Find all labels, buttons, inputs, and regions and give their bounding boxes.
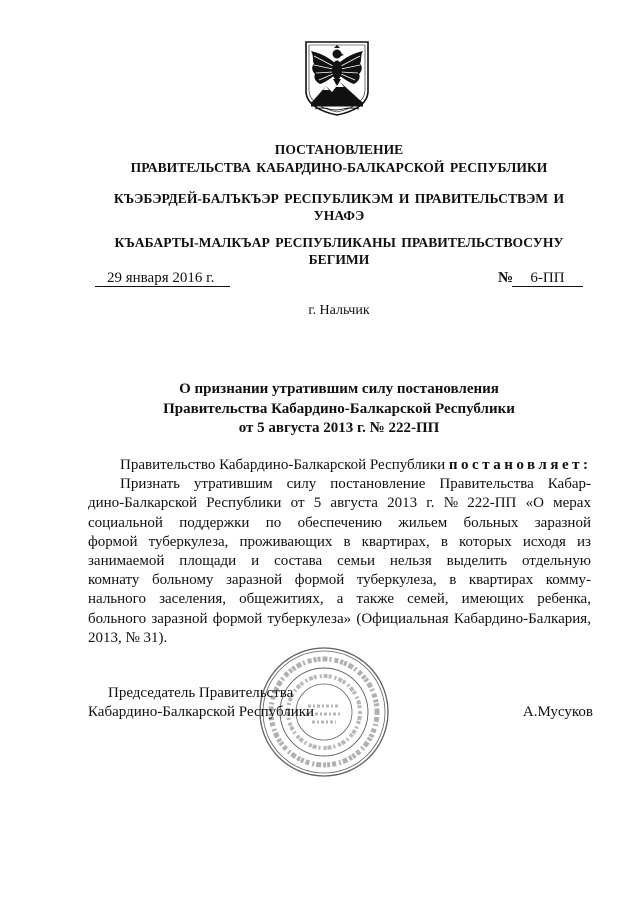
header-balkar-line-2: БЕГИМИ [308, 251, 370, 267]
body-word: в [449, 572, 457, 589]
body-word: туберкулеза, [148, 533, 229, 550]
body-word: формой [212, 610, 263, 627]
body-word: нального [88, 591, 146, 608]
body-word: заразной [151, 610, 208, 627]
body-word: также [356, 591, 394, 608]
header-kabardian [39, 190, 639, 224]
body-word: семей, [407, 591, 449, 608]
body-word: туберкулеза» [267, 610, 352, 627]
body-word: 2013 [387, 495, 418, 512]
body-line [88, 475, 591, 494]
body-word: и [251, 552, 260, 569]
coat-of-arms-icon [302, 39, 372, 117]
body-word: имеющих [461, 591, 525, 608]
body-word: Признать [120, 476, 180, 493]
body-line-last: 2013, № 31). [88, 629, 168, 646]
body-word: формой [294, 572, 345, 589]
body-word: 5 [313, 495, 322, 512]
header-russian [39, 141, 639, 177]
header-kabardian-line-1: КЪЭБЭРДЕЙ-БАЛЪКЪЭР РЕСПУБЛИКЭМ И ПРАВИТЕЛЬСТВЭМ И [113, 191, 565, 206]
title-line-1: О признании утратившим силу постановления [179, 381, 499, 397]
header-issuer: ПРАВИТЕЛЬСТВА КАБАРДИНО-БАЛКАРСКОЙ РЕСПУБЛИКИ [130, 160, 548, 175]
body-word: в [440, 533, 448, 550]
decree-verb: постановляет: [448, 457, 592, 473]
body-word: больных [463, 514, 519, 531]
body-word: дино-Балкарской [88, 495, 197, 512]
signatory-name: А.Мусуков [522, 704, 593, 720]
body-word: выделить [446, 552, 508, 569]
body-word: формой [88, 533, 138, 550]
body-line [88, 590, 591, 609]
header-kabardian-line-2: УНАФЭ [313, 208, 365, 223]
body-line [88, 610, 591, 629]
body-word: поддержки [179, 514, 250, 531]
header-balkar-line-1: КЪАБАРТЫ-МАЛКЪАР РЕСПУБЛИКАНЫ ПРАВИТЕЛЬСТВОСУНУ [114, 235, 564, 250]
body-word: жильем [398, 514, 448, 531]
body-word: августа [330, 495, 378, 512]
preamble-line [88, 456, 591, 475]
header-balkar [39, 235, 639, 268]
body-word: в [343, 533, 351, 550]
body-word: ребенка, [537, 591, 591, 608]
body-word: общежитиях, [239, 591, 324, 608]
body-word: комнату [88, 572, 140, 589]
body-word: силу [286, 476, 317, 493]
body-word: исходя [522, 533, 566, 550]
body-line [88, 571, 591, 590]
body-word: а [336, 591, 344, 608]
body-word: постановление [330, 476, 426, 493]
body-word: из [576, 533, 591, 550]
body-word: Правительства [439, 476, 534, 493]
body-word: мерах [553, 495, 591, 512]
title-line-2: Правительства Кабардино-Балкарской Республики [163, 400, 515, 417]
body-word: Кабардино-Балкария, [453, 610, 591, 627]
body-word: заселения, [159, 591, 226, 608]
body-word: заразной [534, 514, 591, 531]
body-word: квартирах, [361, 533, 430, 550]
body-word: проживающих [239, 533, 333, 550]
body-line [88, 533, 591, 552]
body-word: 222-ПП [467, 495, 517, 512]
signatory-position-line-2: Кабардино-Балкарской Республики [88, 704, 315, 720]
document-city: г. Нальчик [308, 303, 370, 318]
body-word: семьи [337, 552, 375, 569]
document-date: 29 января 2016 г. [95, 270, 230, 287]
body-word: квартирах [468, 572, 534, 589]
document-number: 6-ПП [512, 270, 583, 287]
body-line [88, 552, 591, 571]
body-line [88, 514, 591, 533]
body-word: (Официальная [356, 610, 449, 627]
body-word: площади [179, 552, 237, 569]
body-word: состава [274, 552, 323, 569]
header-doc-type: ПОСТАНОВЛЕНИЕ [274, 142, 404, 157]
body-word: по [265, 514, 282, 531]
body-word: туберкулеза, [356, 572, 437, 589]
body-word: г. [426, 495, 435, 512]
body-word: отдельную [521, 552, 591, 569]
signatory-position-line-1: Председатель Правительства [108, 685, 294, 701]
body-word: утратившим [193, 476, 273, 493]
body-word: «О [525, 495, 544, 512]
eagle-left-wing [311, 51, 335, 84]
body-word: занимаемой [88, 552, 165, 569]
body-line [88, 494, 591, 513]
preamble-text: Правительство Кабардино-Балкарской Республики [120, 457, 446, 473]
body-word: нельзя [389, 552, 432, 569]
eagle-right-wing [339, 51, 363, 84]
body-word: социальной [88, 514, 163, 531]
body-word: комму- [545, 572, 591, 589]
body-word: Кабар- [547, 476, 591, 493]
body-word: больному [151, 572, 214, 589]
body-word: больного [88, 610, 147, 627]
body-word: № [443, 495, 459, 512]
emblem-mountains [311, 82, 363, 110]
body-word: от [290, 495, 305, 512]
document-title [39, 380, 639, 439]
body-word: которых [459, 533, 512, 550]
body-word: Республики [206, 495, 282, 512]
document-body [88, 456, 591, 648]
title-line-3: от 5 августа 2013 г. № 222-ПП [238, 420, 440, 436]
body-word: заразной [225, 572, 283, 589]
body-word: обеспечению [297, 514, 383, 531]
number-sign: № [498, 270, 514, 286]
